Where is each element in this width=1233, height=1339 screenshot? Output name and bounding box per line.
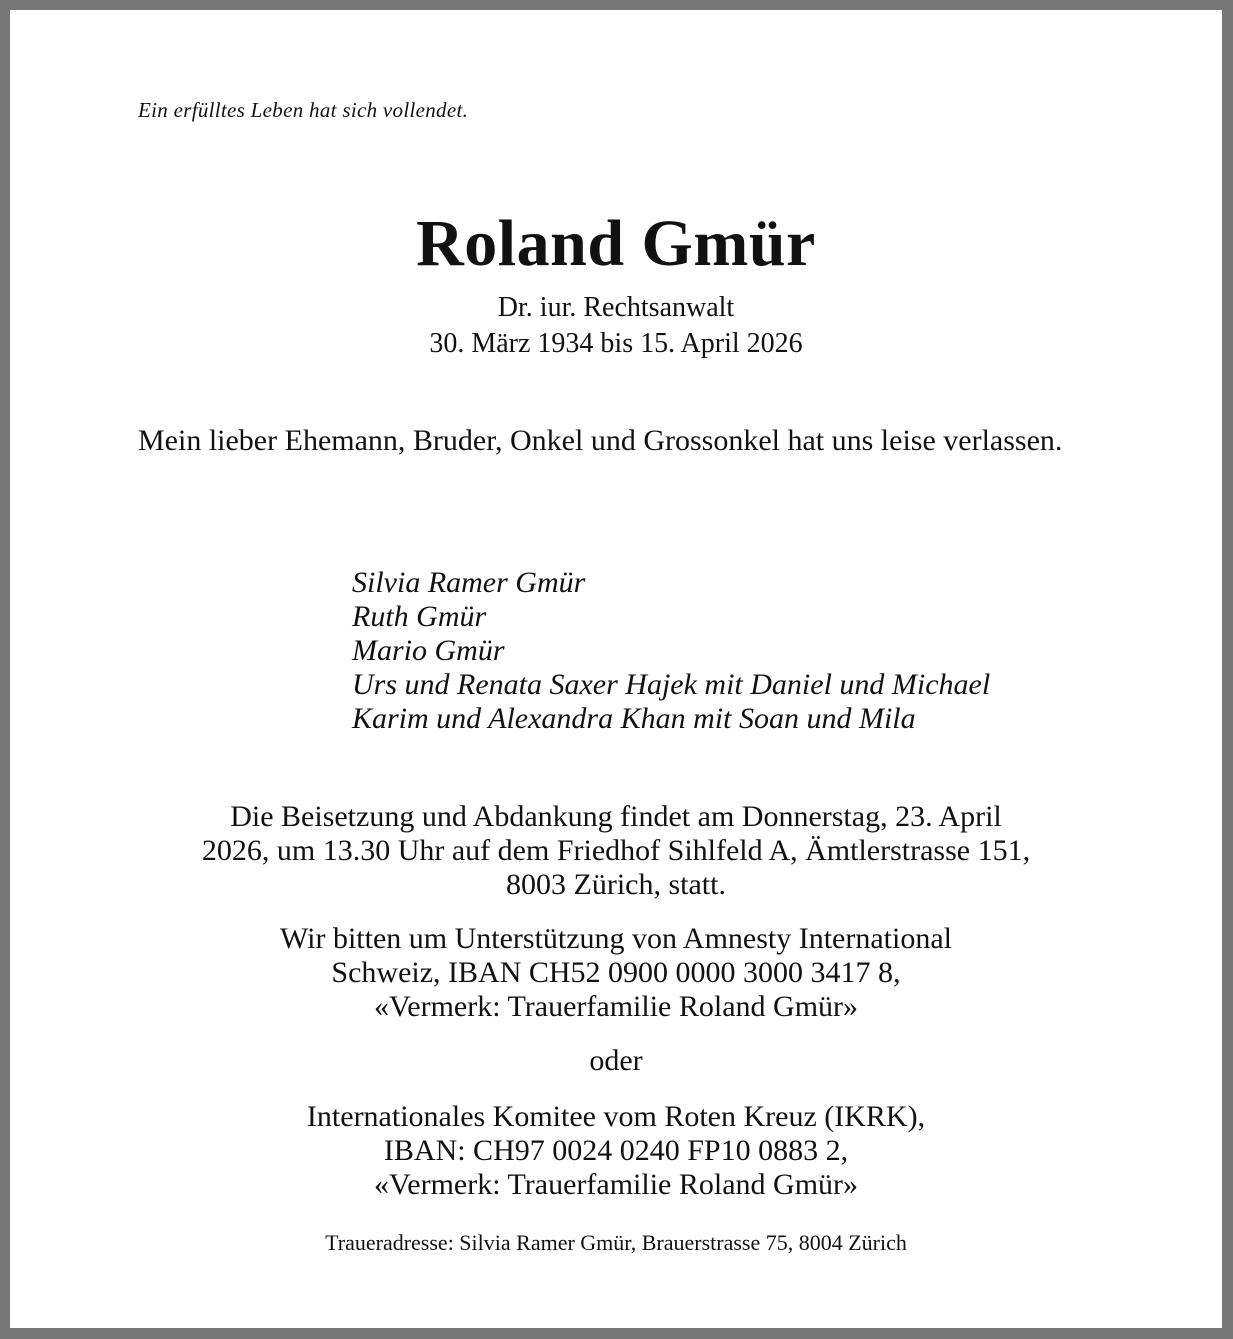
donation-line: IBAN: CH97 0024 0240 FP10 0883 2,: [383, 1134, 849, 1167]
mourner: Mario Gmür: [352, 634, 505, 667]
donation-ikrk: [10, 1100, 1222, 1202]
obituary-page: [10, 10, 1222, 1328]
intro-text: Mein lieber Ehemann, Bruder, Onkel und Grossonkel hat uns leise verlassen.: [138, 424, 1063, 457]
or-text: oder: [589, 1044, 643, 1077]
donation-line: Schweiz, IBAN CH52 0900 0000 3000 3417 8,: [331, 956, 901, 989]
motto: Ein erfülltes Leben hat sich vollendet.: [138, 98, 469, 122]
donation-line: «Vermerk: Trauerfamilie Roland Gmür»: [373, 1168, 859, 1201]
funeral-line: 2026, um 13.30 Uhr auf dem Friedhof Sihlfeld A, Ämtlerstrasse 151,: [201, 834, 1031, 867]
mourners-list: [352, 566, 990, 736]
funeral-line: Die Beisetzung und Abdankung findet am Donnerstag, 23. April: [230, 800, 1002, 833]
life-dates: 30. März 1934 bis 15. April 2026: [429, 328, 803, 359]
deceased-name: Roland Gmür: [416, 207, 816, 280]
funeral-line: 8003 Zürich, statt.: [506, 868, 726, 901]
mourner: Silvia Ramer Gmür: [352, 566, 586, 599]
mourner: Karim und Alexandra Khan mit Soan und Mila: [352, 702, 916, 735]
mourning-address: Traueradresse: Silvia Ramer Gmür, Brauerstrasse 75, 8004 Zürich: [325, 1230, 907, 1255]
donation-line: Wir bitten um Unterstützung von Amnesty International: [280, 922, 952, 955]
mourner: Ruth Gmür: [352, 600, 487, 633]
donation-line: «Vermerk: Trauerfamilie Roland Gmür»: [373, 990, 859, 1023]
deceased-title: Dr. iur. Rechtsanwalt: [497, 292, 735, 323]
donation-amnesty: [10, 922, 1222, 1024]
funeral-info: [10, 800, 1222, 902]
donation-line: Internationales Komitee vom Roten Kreuz (IKRK),: [306, 1100, 926, 1133]
mourner: Urs und Renata Saxer Hajek mit Daniel und Michael: [352, 668, 991, 701]
